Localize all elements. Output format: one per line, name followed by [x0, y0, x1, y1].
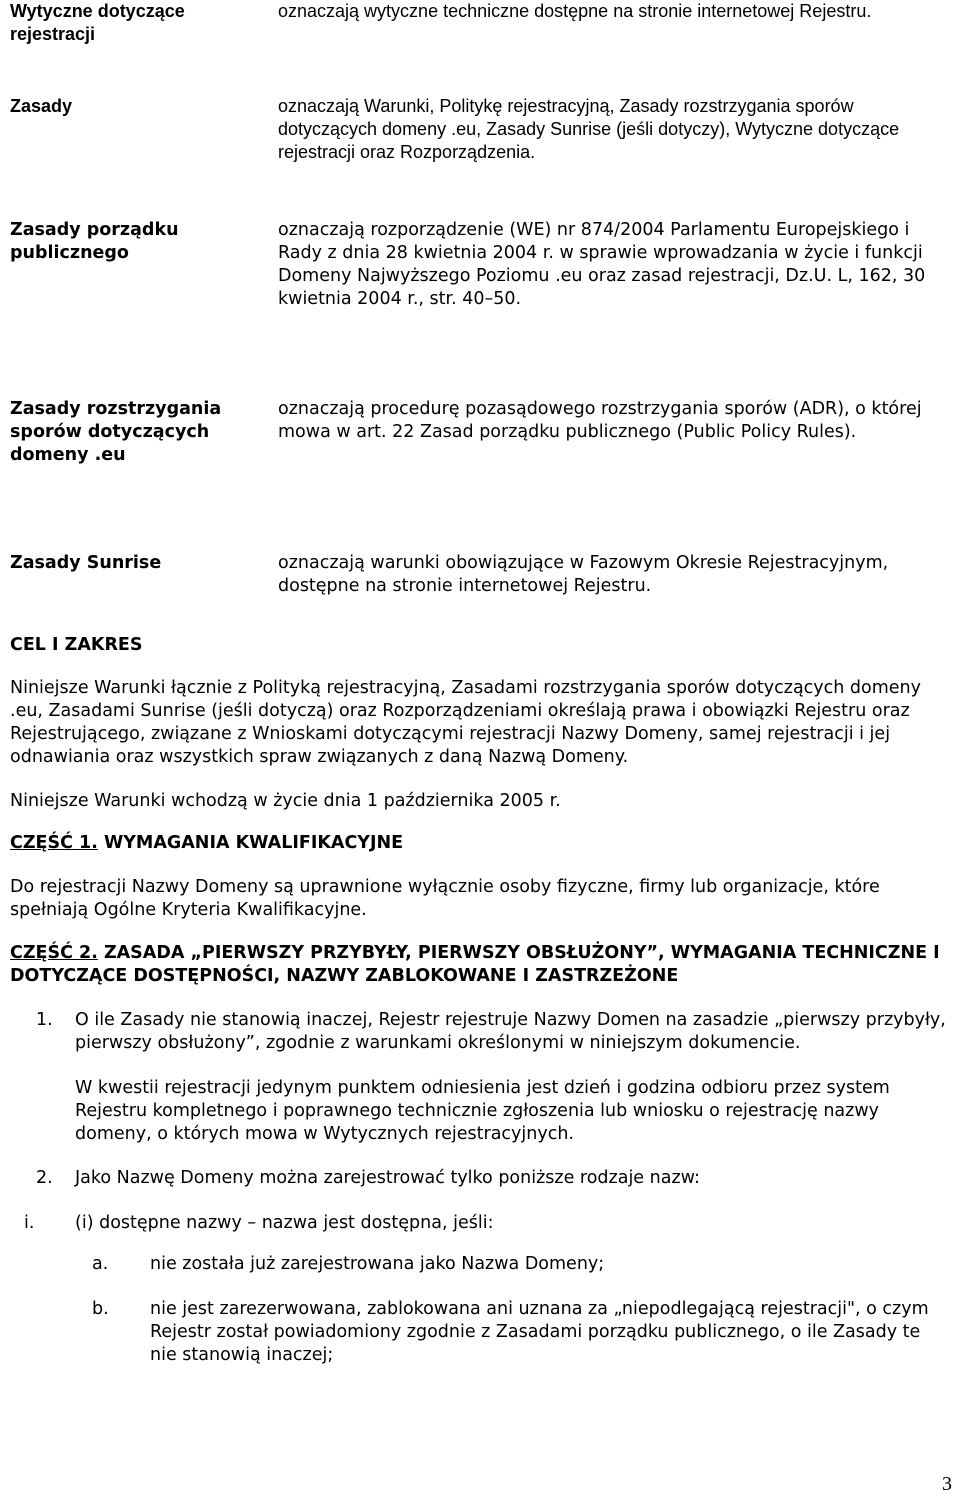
scope-heading: CEL I ZAKRES [10, 635, 143, 655]
part1-heading-prefix: CZĘŚĆ 1. [10, 833, 98, 853]
definition-term-rules: Zasady [10, 96, 73, 116]
effective-date-paragraph: Niniejsze Warunki wchodzą w życie dnia 1 października 2005 r. [10, 791, 561, 811]
definition-term-sunrise-rules: Zasady Sunrise [10, 553, 162, 573]
item-1-paragraph-2: W kwestii rejestracji jedynym punktem odniesienia jest dzień i godzina odbioru przez system Rejestru kompletnego i poprawnego technicznie zgłoszenia lub wniosku o rejestrację nazwy domeny, o których mowa w Wytycznych rejestracyjnych. [75, 1078, 890, 1144]
part1-heading [10, 832, 950, 855]
item-2-text: Jako Nazwę Domeny można zarejestrować tylko poniższe rodzaje nazw: [75, 1168, 700, 1188]
definition-text-registration-guidelines: oznaczają wytyczne techniczne dostępne na stronie internetowej Rejestru. [278, 1, 872, 21]
part1-paragraph: Do rejestracji Nazwy Domeny są uprawnione wyłącznie osoby fizyczne, firmy lub organizacje, które spełniają Ogólne Kryteria Kwalifikacyjne. [10, 877, 880, 920]
part2-heading [10, 942, 950, 988]
item-2-number: 2. [36, 1168, 53, 1188]
page-number: 3 [942, 1473, 952, 1495]
sub-item-a-mark: a. [92, 1254, 109, 1274]
roman-item-number: i. [24, 1213, 35, 1233]
definition-text-public-policy-rules: oznaczają rozporządzenie (WE) nr 874/2004 Parlamentu Europejskiego i Rady z dnia 28 kwietnia 2004 r. w sprawie wprowadzania w życie i funkcji Domeny Najwyższego Poziomu .eu oraz zasad rejestracji, Dz.U. L, 162, 30 kwietnia 2004 r., str. 40–50. [278, 220, 926, 309]
definition-term-registration-guidelines: Wytyczne dotyczące rejestracji [10, 1, 185, 44]
sub-item-b-text: nie jest zarezerwowana, zablokowana ani uznana za „niepodlegającą rejestracji", o czym Rejestr został powiadomiony zgodnie z Zasadami porządku publicznego, o ile Zasady te nie stanowią inaczej; [150, 1299, 929, 1365]
definition-text-rules: oznaczają Warunki, Politykę rejestracyjną, Zasady rozstrzygania sporów dotyczących domeny .eu, Zasady Sunrise (jeśli dotyczy), Wytyczne dotyczące rejestracji oraz Rozporządzenia. [278, 96, 900, 162]
definition-term-adr-rules: Zasady rozstrzygania sporów dotyczących domeny .eu [10, 399, 222, 465]
item-1-text: O ile Zasady nie stanowią inaczej, Rejestr rejestruje Nazwy Domen na zasadzie „pierwszy przybyły, pierwszy obsłużony”, zgodnie z warunkami określonymi w niniejszym dokumencie. [75, 1010, 946, 1053]
item-1-number: 1. [36, 1010, 53, 1030]
sub-item-a-text: nie została już zarejestrowana jako Nazwa Domeny; [150, 1254, 605, 1274]
part2-heading-title: ZASADA „PIERWSZY PRZYBYŁY, PIERWSZY OBSŁUŻONY”, WYMAGANIA TECHNICZNE I DOTYCZĄCE DOSTĘPNOŚCI, NAZWY ZABLOKOWANE I ZASTRZEŻONE [10, 943, 940, 986]
part1-heading-title: WYMAGANIA KWALIFIKACYJNE [103, 833, 404, 853]
part2-heading-prefix: CZĘŚĆ 2. [10, 943, 98, 963]
definition-text-adr-rules: oznaczają procedurę pozasądowego rozstrzygania sporów (ADR), o której mowa w art. 22 Zasad porządku publicznego (Public Policy Rules). [278, 399, 922, 442]
sub-item-b-mark: b. [92, 1299, 109, 1319]
roman-item-text: (i) dostępne nazwy – nazwa jest dostępna, jeśli: [75, 1213, 494, 1233]
scope-paragraph: Niniejsze Warunki łącznie z Polityką rejestracyjną, Zasadami rozstrzygania sporów dotyczących domeny .eu, Zasadami Sunrise (jeśli dotyczą) oraz Rozporządzeniami określają prawa i obowiązki Rejestru oraz Rejestrującego, związane z Wnioskami dotyczącymi rejestracji Nazwy Domeny, samej rejestracji i jej odnawiania oraz wszystkich spraw związanych z daną Nazwą Domeny. [10, 678, 921, 767]
definition-term-public-policy-rules: Zasady porządku publicznego [10, 220, 179, 263]
definition-text-sunrise-rules: oznaczają warunki obowiązujące w Fazowym Okresie Rejestracyjnym, dostępne na stronie internetowej Rejestru. [278, 553, 889, 596]
